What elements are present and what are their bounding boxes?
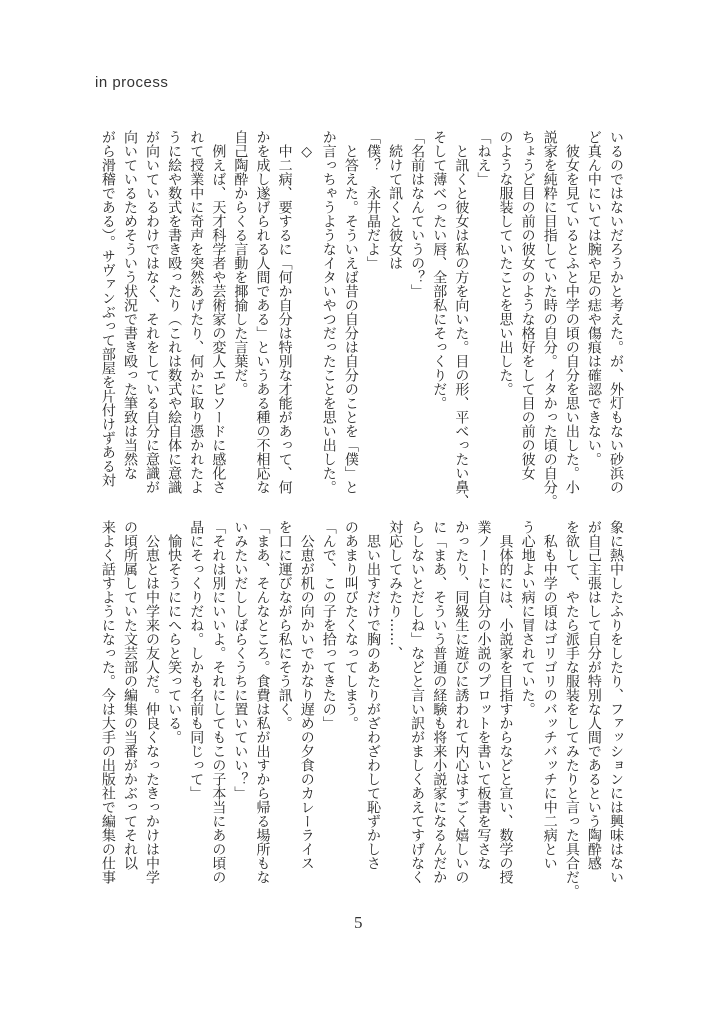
- text-column: 対応してみたり……、: [387, 520, 404, 660]
- text-column: れて授業中に奇声を突然あげたり、何かに取り憑かれたよ: [188, 130, 205, 494]
- text-column: を欲して、やたら派手な服装をしてみたりと言った具合だ。: [563, 520, 580, 898]
- text-column: 「んで、この子を拾ってきたの」: [320, 520, 337, 730]
- text-column: 「それは別にいいよ。それにしてもこの子本当にあの頃の: [210, 520, 227, 884]
- text-column: を口に運びながら私にそう訊く。: [276, 520, 293, 730]
- text-column: 中二病、要するに「何か自分は特別な才能があって、何: [276, 130, 293, 494]
- text-column: 「ねえ」: [475, 130, 492, 186]
- text-column: と訊くと彼女は私の方を向いた。目の形、平べったい鼻、: [453, 130, 470, 508]
- text-column: 来よく話すようになった。今は大手の出版社で編集の仕事: [99, 520, 116, 884]
- text-column: のような服装していたことを思い出した。: [497, 130, 514, 396]
- text-column: 続けて訊くと彼女は: [387, 130, 404, 270]
- text-column: か言っちゃうようなイタいやつだったことを思い出した。: [320, 130, 337, 494]
- text-column: う心地よい病に冒されていた。: [519, 520, 536, 716]
- text-column: と答えた。そういえば昔の自分は自分のことを「僕」と: [342, 130, 359, 494]
- text-column: の頃所属していた文芸部の編集の当番がかぶってそれ以: [121, 520, 138, 870]
- text-column: 公恵が机の向かいでかなり遅めの夕食のカレーライス: [298, 520, 315, 870]
- text-column: 業ノートに自分の小説のプロットを書いて板書を写さな: [475, 520, 492, 870]
- text-column: かを成し遂げられる人間である」というある種の不相応な: [254, 130, 271, 494]
- text-column: うに絵や数式を書き殴ったり（これは数式や絵自体に意識: [166, 130, 183, 494]
- text-column: 思い出すだけで胸のあたりがざわざわして恥ずかしさ: [364, 520, 381, 870]
- text-column: かったり、同級生に遊びに誘われて内心はすごく嬉しいの: [453, 520, 470, 884]
- text-column: いみたいだししばらくうちに置いていい？」: [232, 520, 249, 800]
- text-column: のあまり叫びたくなってしまう。: [342, 520, 359, 730]
- text-column: に「まあ、そういう普通の経験も将来小説家になるんだか: [431, 520, 448, 884]
- text-column: 彼女を見ているとふと中学の頃の自分を思い出した。小: [563, 130, 580, 494]
- text-column: 晶にそっくりだね。しかも名前も同じって」: [188, 520, 205, 800]
- text-column: 愉快そうににへらと笑っている。: [166, 520, 183, 744]
- text-block-bottom: [97, 520, 627, 898]
- text-column: ど真ん中にいては腕や足の痣や傷痕は確認できない。: [585, 130, 602, 466]
- text-column: が向いているわけではなく、それをしている自分に意識が: [144, 130, 161, 494]
- running-header: in process: [95, 74, 169, 91]
- text-column: 向いているためそういう状況で書き殴った筆致は当然な: [121, 130, 138, 480]
- text-column: 例えば、天才科学者や芸術家の変人エピソードに感化さ: [210, 130, 227, 494]
- text-column: いるのではないだろうかと考えた。が、外灯もない砂浜の: [608, 130, 624, 494]
- text-block-top: [97, 130, 627, 508]
- text-column: 私も中学の頃はゴリゴリのバッチバッチに中二病とい: [541, 520, 558, 870]
- text-column: が自己主張はして自分が特別な人間であるという陶酔感: [585, 520, 602, 870]
- text-column: 「名前はなんていうの？」: [409, 130, 426, 298]
- text-column: 説家を純粋に目指していた時の自分。イタかった頃の自分。: [541, 130, 558, 508]
- text-column: ◇: [298, 130, 315, 160]
- text-column: ちょうど目の前の彼女のような格好をして目の前の彼女: [519, 130, 536, 480]
- text-column: 「僕？ 永井晶だよ」: [364, 130, 381, 270]
- text-column: 公恵とは中学来の友人だ。仲良くなったきっかけは中学: [144, 520, 161, 884]
- text-column: そして薄べったい唇、全部私にそっくりだ。: [431, 130, 448, 410]
- text-column: らしないとだしね」などと言い訳がましくあえてすげなく: [409, 520, 426, 884]
- text-column: 具体的には、小説家を目指すからなどと宣い、数学の授: [497, 520, 514, 884]
- page-number: 5: [354, 913, 363, 932]
- text-column: がら滑稽である）。サヴァンぶって部屋を片付けずある対: [99, 130, 116, 487]
- text-column: 「まあ、そんなところ。食費は私が出すから帰る場所もな: [254, 520, 271, 884]
- text-column: 象に熱中したふりをしたり、ファッションには興味はない: [608, 520, 624, 884]
- text-column: 自己陶酔からくる言動を揶揄した言葉だ。: [232, 130, 249, 396]
